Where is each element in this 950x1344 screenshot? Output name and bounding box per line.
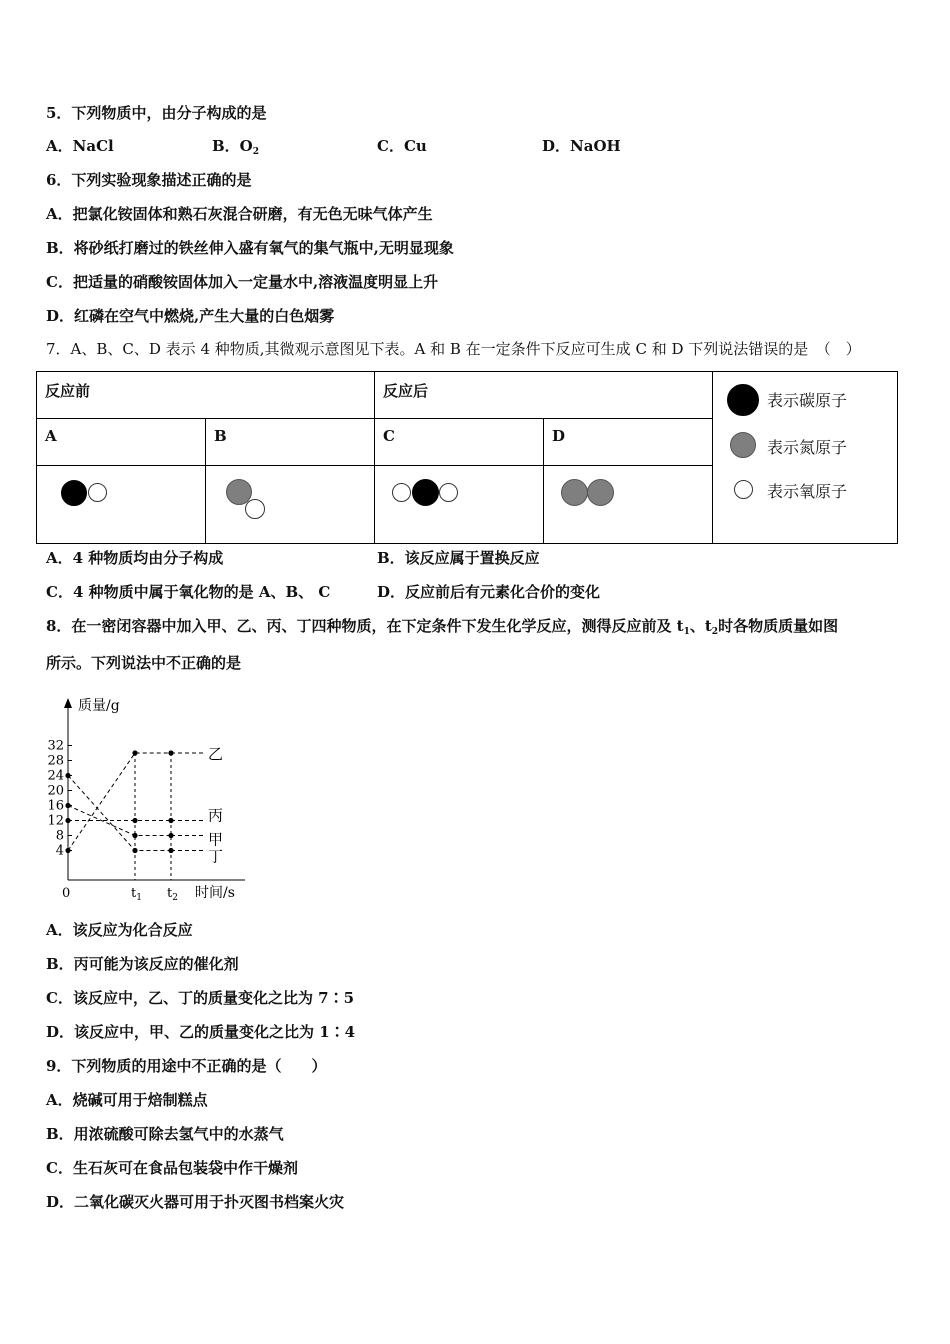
q9-option-d: D．二氧化碳灭火器可用于扑灭图书档案火灾: [46, 1193, 345, 1211]
chart-layer: [47, 698, 245, 903]
y-tick-label-28: 28: [47, 753, 64, 769]
legend-oxygen: 表示氧原子: [767, 482, 848, 501]
series-1-point-2: [168, 818, 173, 823]
series-label-3: 丁: [208, 847, 224, 866]
q8-stem-line1-mid: 、t: [689, 617, 712, 635]
y-tick-label-8: 8: [55, 828, 64, 844]
q8-stem-line2: 所示。下列说法中不正确的是: [46, 654, 242, 672]
molecule-c-carbon-icon: [412, 479, 439, 506]
molecule-d-nitrogen-right-icon: [587, 479, 614, 506]
q7-option-a: A．4 种物质均由分子构成: [46, 549, 224, 567]
legend-cell: [713, 372, 898, 544]
series-0-point-0: [65, 848, 70, 853]
q8-option-b: B．丙可能为该反应的催化剂: [46, 955, 239, 973]
series-1-point-1: [132, 818, 137, 823]
q5-option-b-sub: 2: [252, 147, 260, 157]
molecule-a-carbon-icon: [61, 480, 87, 506]
q8-stem-line1-sub2: 2: [711, 627, 719, 637]
q6-stem: 6．下列实验现象描述正确的是: [46, 171, 252, 189]
q9-option-c: C．生石灰可在食品包装袋中作干燥剂: [46, 1159, 298, 1177]
q5-option-a: A．NaCl: [46, 137, 114, 155]
molecule-c-cell: [375, 466, 544, 544]
series-2-point-1: [132, 833, 137, 838]
q7-stem: 7．A、B、C、D 表示 4 种物质,其微观示意图见下表。A 和 B 在一定条件下反应可生成 C 和 D 下列说法错误的是 （ ）: [46, 340, 861, 358]
q8-stem-line1-pre: 8．在一密闭容器中加入甲、乙、丙、丁四种物质，在下定条件下发生化学反应，测得反应前及 t: [46, 617, 684, 635]
x-tick-label-2: $t_2$: [167, 886, 178, 903]
y-axis-arrow: [64, 698, 72, 708]
y-axis-label: 质量/g: [78, 698, 120, 714]
series-2-point-2: [168, 833, 173, 838]
q6-option-d: D．红磷在空气中燃烧,产生大量的白色烟雾: [46, 307, 335, 325]
series-3-point-0: [65, 773, 70, 778]
series-0-point-2: [168, 750, 173, 755]
q9-option-b: B．用浓硫酸可除去氢气中的水蒸气: [46, 1125, 284, 1143]
origin-label: 0: [62, 886, 71, 901]
q6-option-b: B．将砂纸打磨过的铁丝伸入盛有氧气的集气瓶中,无明显现象: [46, 239, 454, 257]
q7-option-d: D．反应前后有元素化合价的变化: [377, 583, 601, 601]
q8-option-a: A．该反应为化合反应: [46, 921, 193, 939]
q9-stem: 9．下列物质的用途中不正确的是（ ）: [46, 1057, 327, 1075]
q6-option-a: A．把氯化铵固体和熟石灰混合研磨，有无色无味气体产生: [46, 205, 433, 223]
molecule-d-cell: [544, 466, 713, 544]
q5-option-c: C．Cu: [377, 137, 427, 155]
q7-option-b: B．该反应属于置换反应: [377, 549, 540, 567]
after-header: 反应后: [375, 372, 713, 419]
series-label-2: 甲: [208, 830, 224, 849]
q5-option-b: [212, 136, 259, 162]
series-3-point-1: [132, 848, 137, 853]
molecule-b-cell: [206, 466, 375, 544]
y-tick-label-16: 16: [47, 798, 64, 814]
series-label-0: 乙: [208, 745, 224, 763]
q8-option-c: C．该反应中，乙、丁的质量变化之比为 7∶5: [46, 989, 355, 1007]
q5-option-d: D．NaOH: [542, 137, 621, 155]
col-a-label: A: [37, 419, 206, 466]
legend-carbon: 表示碳原子: [767, 391, 848, 410]
before-header: 反应前: [37, 372, 375, 419]
q6-option-c: C．把适量的硝酸铵固体加入一定量水中,溶液温度明显上升: [46, 273, 439, 291]
y-tick-label-20: 20: [47, 783, 64, 799]
q8-stem-line1-post: 时各物质质量如图: [718, 617, 839, 635]
mass-time-chart: [40, 690, 270, 905]
y-tick-label-24: 24: [47, 768, 64, 784]
q7-molecule-table: [36, 371, 898, 544]
molecule-d-nitrogen-left-icon: [561, 479, 588, 506]
nitrogen-atom-icon: [730, 432, 756, 458]
col-b-label: B: [206, 419, 375, 466]
col-c-label: C: [375, 419, 544, 466]
oxygen-atom-icon: [734, 480, 753, 499]
carbon-atom-icon: [727, 384, 759, 416]
q5-stem: 5．下列物质中，由分子构成的是: [46, 104, 267, 122]
molecule-c-oxygen-left-icon: [392, 483, 411, 502]
series-1-point-0: [65, 818, 70, 823]
series-2-point-0: [65, 803, 70, 808]
series-0-point-1: [132, 750, 137, 755]
y-tick-label-12: 12: [47, 813, 64, 829]
molecule-c-oxygen-right-icon: [439, 483, 458, 502]
x-tick-label-1: $t_1$: [131, 886, 142, 903]
series-label-1: 丙: [208, 806, 224, 825]
series-line-3: [68, 776, 171, 851]
q8-stem-line1: [46, 616, 838, 642]
col-d-label: D: [544, 419, 713, 466]
molecule-a-oxygen-icon: [88, 483, 107, 502]
series-3-point-2: [168, 848, 173, 853]
molecule-a-cell: [37, 466, 206, 544]
q7-option-c: C．4 种物质中属于氧化物的是 A、B、 C: [46, 583, 331, 601]
legend-nitrogen: 表示氮原子: [767, 438, 848, 457]
q9-option-a: A．烧碱可用于焙制糕点: [46, 1091, 208, 1109]
y-tick-label-4: 4: [55, 843, 64, 859]
q5-option-b-text: B．O: [212, 137, 253, 155]
q8-option-d: D．该反应中，甲、乙的质量变化之比为 1∶4: [46, 1023, 356, 1041]
molecule-b-oxygen-icon: [245, 499, 265, 519]
q8-stem-line1-sub1: 1: [683, 627, 690, 637]
x-axis-label: 时间/s: [195, 885, 235, 901]
y-tick-label-32: 32: [47, 738, 64, 754]
